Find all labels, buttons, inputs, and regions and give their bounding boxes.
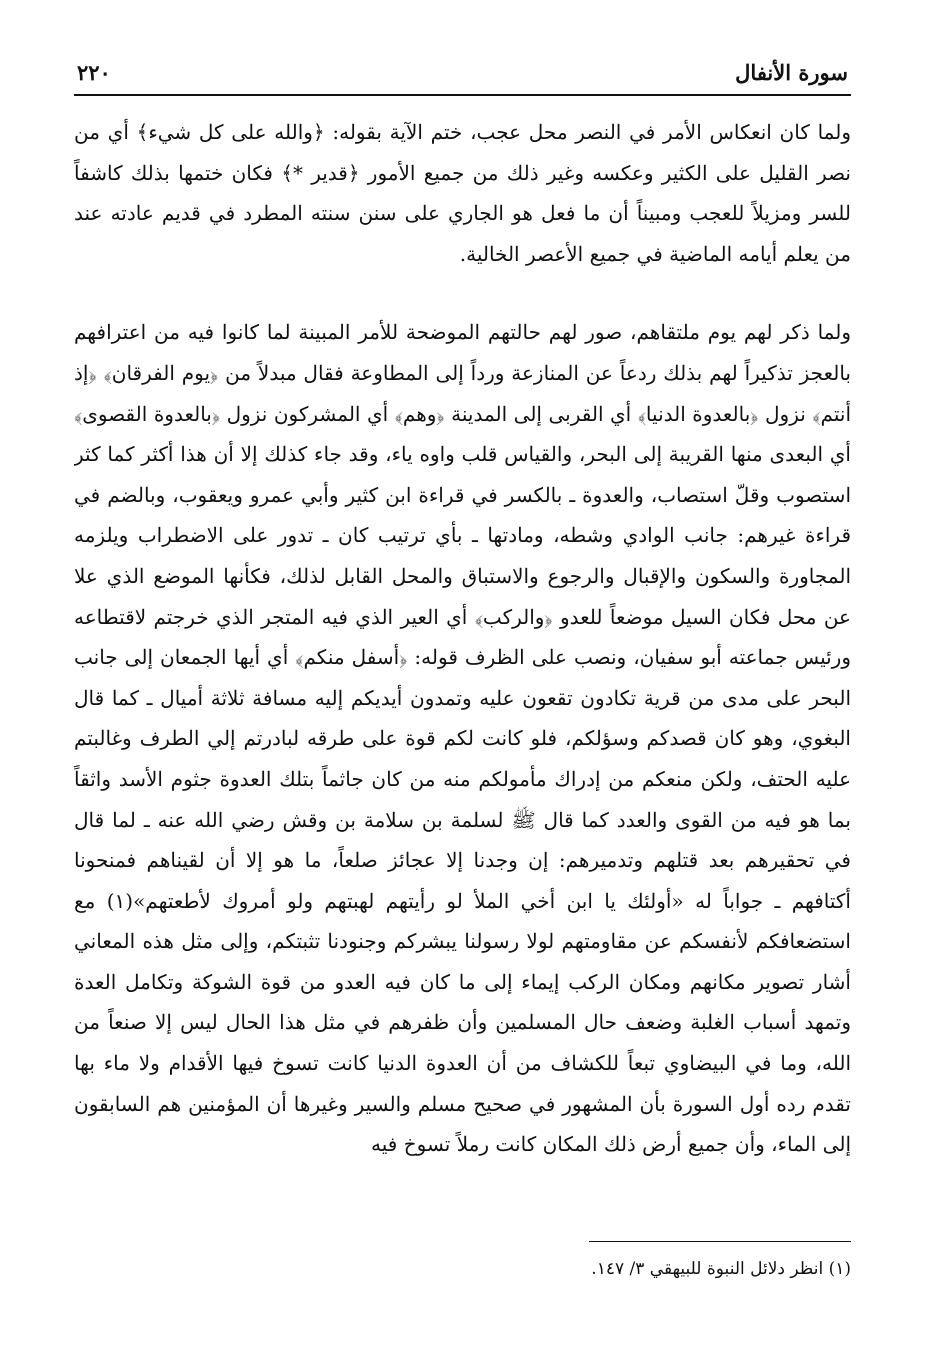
footnote-separator: [589, 1241, 851, 1242]
paragraph-2: ولما ذكر لهم يوم ملتقاهم، صور لهم حالتهم الموضحة للأمر المبينة لما كانوا فيه من اعترافهم بالعجز تذكيراً لهم بذلك ردعاً عن المنازعة ورداً إلى المطاوعة فقال مبدلاً من ﴿يوم الفرقان﴾ ﴿إذ أنتم﴾ نزول ﴿بالعدوة الدنيا﴾ أي القربى إلى المدينة ﴿وهم﴾ أي المشركون نزول ﴿بالعدوة القصوى﴾ أي البعدى منها القريبة إلى البحر، والقياس قلب واوه ياء، وقد جاء كذلك إلا أن هذا أكثر كما كثر استصوب وقلّ استصاب، والعدوة ـ بالكسر في قراءة ابن كثير وأبي عمرو ويعقوب، وبالضم في قراءة غيرهم: جانب الوادي وشطه، ومادتها ـ بأي ترتيب كان ـ تدور على الاضطراب ويلزمه المجاورة والسكون والإقبال والرجوع والاستباق والمحل القابل لذلك، فكأنها الموضع الذي علا عن محل فكان السيل موضعاً للعدو ﴿والركب﴾ أي العير الذي فيه المتجر الذي خرجتم لاقتطاعه ورئيس جماعته أبو سفيان، ونصب على الظرف قوله: ﴿أسفل منكم﴾ أي أيها الجمعان إلى جانب البحر على مدى من قرية تكادون تقعون عليه وتمدون أيديكم إليه مسافة ثلاثة أميال ـ كما قال البغوي، وهو كان قصدكم وسؤلكم، فلو كانت لكم قوة على طرقه لبادرتم إلي الطرف وغالبتم عليه الحتف، ولكن منعكم من إدراك مأمولكم منه من كان جاثماً بتلك العدوة جثوم الأسد واثقاً بما هو فيه من القوى والعدد كما قال ﷺ لسلمة بن سلامة بن وقش رضي الله عنه ـ لما قال في تحقيرهم بعد قتلهم وتدميرهم: إن وجدنا إلا عجائز صلعاً، ما هو إلا أن لقيناهم فمنحونا أكتافهم ـ جواباً له «أولئك يا ابن أخي الملأ لو رأيتهم لهبتهم ولو أمروك لأطعتهم»(١) مع استضعافكم لأنفسكم عن مقاومتهم لولا رسولنا يبشركم وجنودنا تثبتكم، وإلى مثل هذه المعاني أشار تصوير مكانهم ومكان الركب إيماء إلى ما كان فيه العدو من قوة الشوكة وتكامل العدة وتمهد أسباب الغلبة وضعف حال المسلمين وأن ظفرهم في مثل هذا الحال ليس إلا صنعاً من الله، وما في البيضاوي تبعاً للكشاف من أن العدوة الدنيا كانت تسوخ فيها الأقدام ولا ماء بها تقدم رده أول السورة بأن المشهور في صحيح مسلم والسير وغيرها أن المؤمنين هم السابقون إلى الماء، وأن جميع أرض ذلك المكان كانت رملاً تسوخ فيه: [74, 320, 851, 1157]
page-header: [74, 58, 851, 96]
surah-title: سورة الأنفال: [735, 60, 848, 85]
paragraph-1: ولما كان انعكاس الأمر في النصر محل عجب، ختم الآية بقوله: ﴿والله على كل شيء﴾ أي من نصر القليل على الكثير وعكسه وغير ذلك من جميع الأمور ﴿قدير *﴾ فكان ختمها بذلك كاشفاً للسر ومزيلاً للعجب ومبيناً أن ما فعل هو الجاري على سنن سنته المطرد في قديم عادته عند من يعلم أيامه الماضية في جميع الأعصر الخالية.: [74, 120, 851, 266]
body-text: [74, 112, 851, 1240]
page-number: ٢٢٠: [77, 60, 111, 85]
paragraph-gap: [74, 274, 851, 312]
footnote: (١) انظر دلائل النبوة للبيهقي ٣/ ١٤٧.: [591, 1259, 851, 1279]
